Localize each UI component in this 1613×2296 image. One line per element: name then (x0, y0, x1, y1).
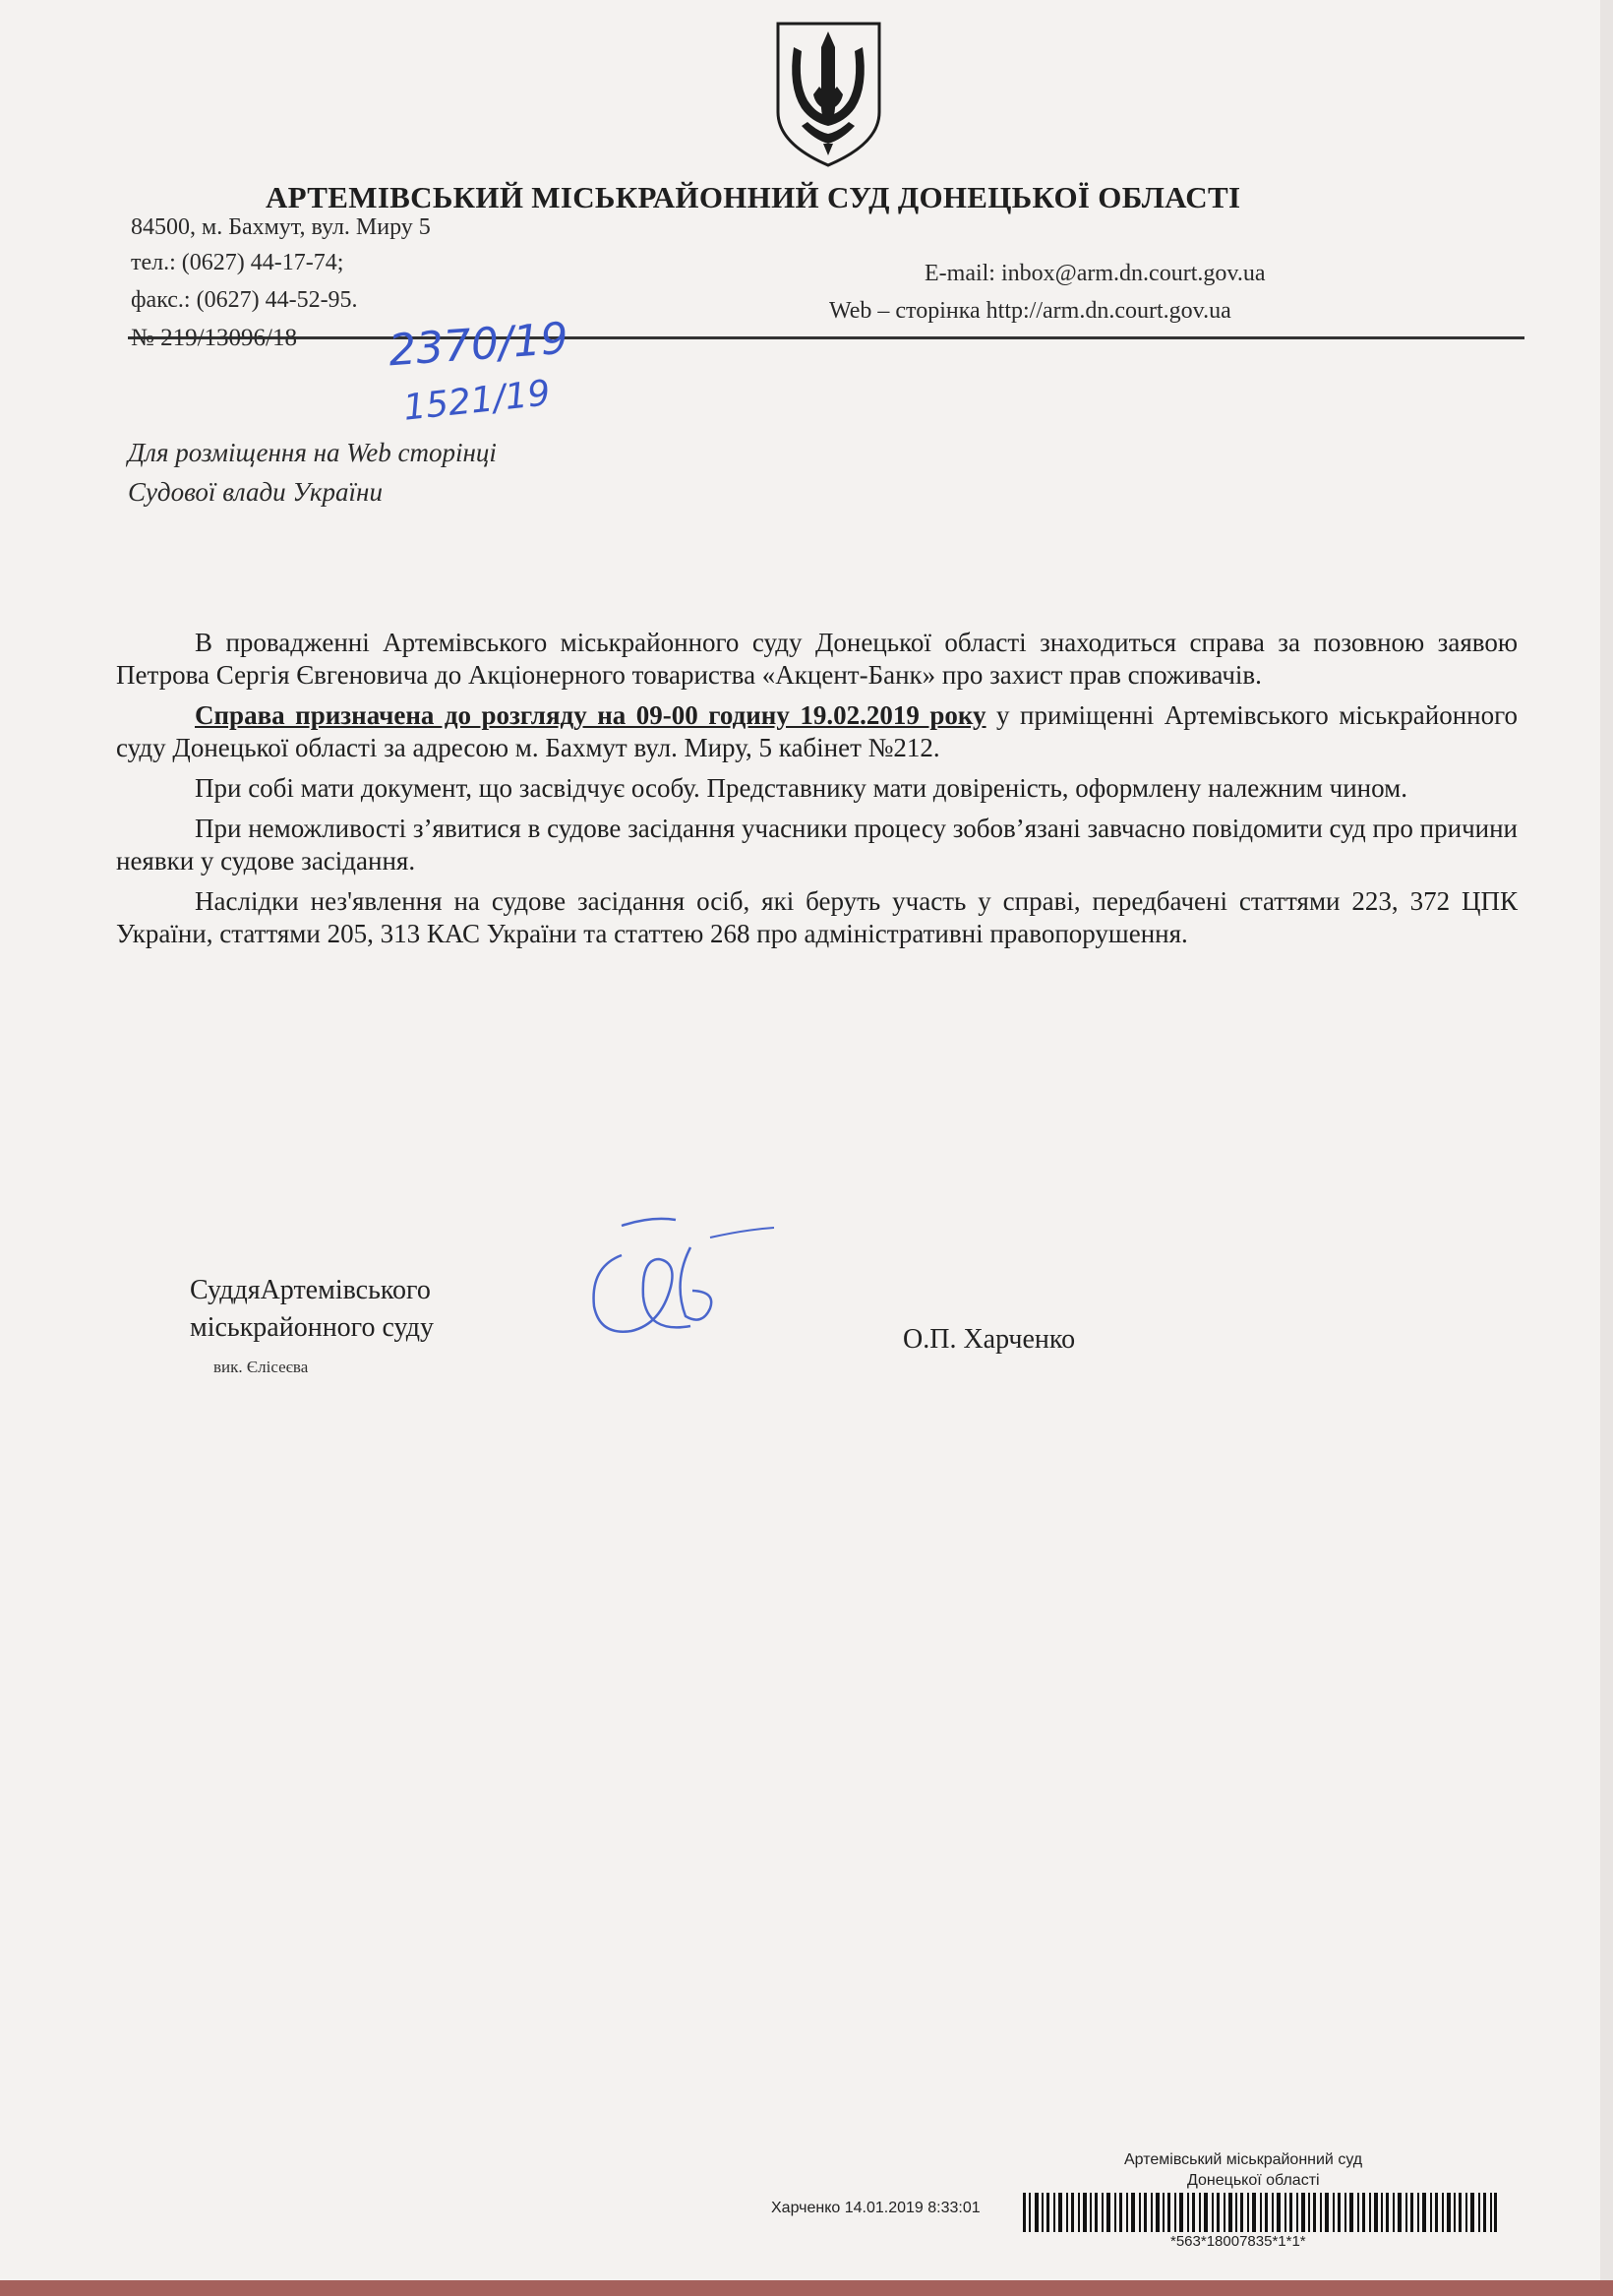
paragraph-consequences: Наслідки нез'явлення на судове засідання осіб, які беруть участь у справі, передбачені статтями 223, 372 ЦПК України, статтями 205, 313 КАС України та статтею 268 про адміністративні правопорушення. (116, 886, 1518, 948)
signature-title-line-2: міськрайонного суду (190, 1312, 435, 1343)
court-address: 84500, м. Бахмут, вул. Миру 5 (131, 214, 431, 240)
scan-edge-right (1600, 0, 1613, 2296)
executor-name: вик. Єлісеєва (213, 1358, 309, 1376)
judge-name: О.П. Харченко (903, 1324, 1076, 1355)
header-divider (128, 336, 1524, 339)
registration-stamp: Харченко 14.01.2019 8:33:01 (771, 2200, 981, 2216)
barcode-icon (1023, 2193, 1497, 2232)
addressee-block (128, 433, 497, 512)
handwritten-note: 1521/19 (401, 373, 553, 429)
handwritten-registration-number: 2370/19 (387, 313, 570, 377)
paragraph-absence-notice: При неможливості з’явитися в судове засідання учасники процесу зобов’язані завчасно повідомити суд про причини неявки у судове засідання. (116, 814, 1518, 876)
hearing-location: у приміщенні Артемівського міськрайонного суду Донецької області за адресою м. Бахмут вул. Миру, 5 кабінет №212. (116, 700, 1518, 762)
scan-edge-bottom (0, 2280, 1613, 2296)
footer-court-region: Донецької області (1187, 2172, 1320, 2189)
handwritten-signature-icon (582, 1208, 789, 1351)
coat-of-arms-icon (772, 18, 885, 170)
letter-body (116, 627, 1518, 958)
addressee-line-1: Для розміщення на Web сторінці (128, 438, 497, 467)
court-phone: тел.: (0627) 44-17-74; (131, 250, 344, 275)
court-email: E-mail: inbox@arm.dn.court.gov.ua (925, 261, 1266, 286)
signature-title (190, 1272, 434, 1347)
court-name-heading: АРТЕМІВСЬКИЙ МІСЬКРАЙОННИЙ СУД ДОНЕЦЬКОЇ ОБЛАСТІ (266, 180, 1241, 214)
paragraph-hearing-date (116, 699, 1518, 764)
signature-title-line-1: СуддяАртемівського (190, 1275, 431, 1305)
case-number: № 219/13096/18 (131, 325, 297, 351)
barcode-number: *563*18007835*1*1* (1170, 2233, 1306, 2250)
hearing-date-highlight: Справа призначена до розгляду на 09-00 годину 19.02.2019 року (195, 700, 986, 730)
court-fax: факс.: (0627) 44-52-95. (131, 287, 358, 313)
addressee-line-2: Судової влади України (128, 477, 383, 507)
court-website: Web – сторінка http://arm.dn.court.gov.ua (829, 298, 1231, 324)
paragraph-documents: При собі мати документ, що засвідчує особу. Представнику мати довіреність, оформлену належним чином. (195, 773, 1407, 803)
footer-court-name: Артемівський міськрайонний суд (1124, 2151, 1363, 2168)
paragraph-case-info: В провадженні Артемівського міськрайонного суду Донецької області знаходиться справа за позовною заявою Петрова Сергія Євгеновича до Акціонерного товариства «Акцент-Банк» про захист прав споживачів. (116, 628, 1518, 690)
